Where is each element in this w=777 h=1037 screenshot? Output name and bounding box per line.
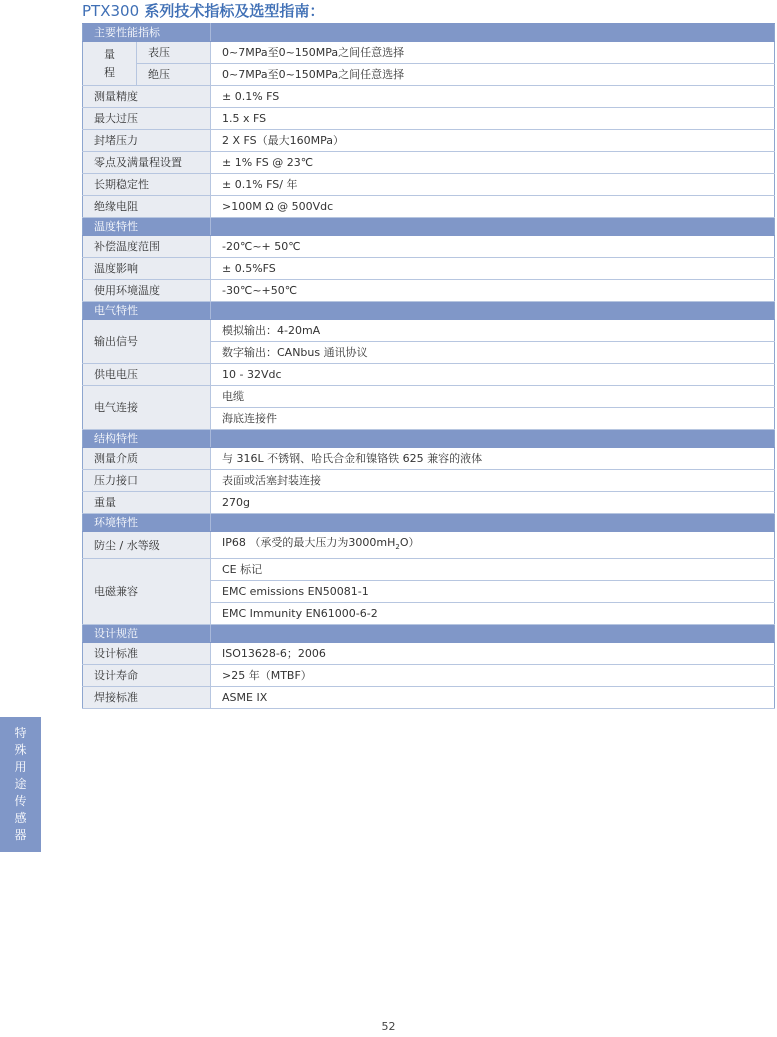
table-row bbox=[83, 130, 775, 152]
row-value: 与 316L 不锈钢、哈氏合金和镍铬铁 625 兼容的液体 bbox=[211, 448, 775, 470]
table-row bbox=[83, 236, 775, 258]
table-row bbox=[83, 152, 775, 174]
table-row bbox=[83, 258, 775, 280]
row-label: 压力接口 bbox=[83, 470, 211, 492]
row-label: 焊接标准 bbox=[83, 687, 211, 709]
table-row bbox=[83, 174, 775, 196]
connection-value: 电缆 bbox=[211, 386, 775, 408]
row-value: 1.5 x FS bbox=[211, 108, 775, 130]
emc-value: CE 标记 bbox=[211, 559, 775, 581]
output-label: 输出信号 bbox=[83, 320, 211, 364]
table-row bbox=[83, 196, 775, 218]
row-label: 设计寿命 bbox=[83, 665, 211, 687]
table-row bbox=[83, 64, 775, 86]
table-row bbox=[83, 364, 775, 386]
section-header bbox=[83, 218, 775, 236]
row-label: 测量介质 bbox=[83, 448, 211, 470]
row-label: 设计标准 bbox=[83, 643, 211, 665]
output-value: 模拟输出：4-20mA bbox=[211, 320, 775, 342]
spec-table bbox=[82, 23, 775, 709]
row-value: -20℃~+ 50℃ bbox=[211, 236, 775, 258]
page-number: 52 bbox=[381, 1020, 396, 1033]
table-row bbox=[83, 687, 775, 709]
gauge-value: 0~7MPa至0~150MPa之间任意选择 bbox=[211, 42, 775, 64]
abs-value: 0~7MPa至0~150MPa之间任意选择 bbox=[211, 64, 775, 86]
emc-value: EMC Immunity EN61000-6-2 bbox=[211, 603, 775, 625]
table-row bbox=[83, 643, 775, 665]
range-label: 量 程 bbox=[83, 42, 137, 86]
row-value: ± 0.5%FS bbox=[211, 258, 775, 280]
section-title: 电气特性 bbox=[83, 302, 211, 320]
table-row bbox=[83, 448, 775, 470]
row-label: 封堵压力 bbox=[83, 130, 211, 152]
gauge-label: 表压 bbox=[137, 42, 211, 64]
row-value: 270g bbox=[211, 492, 775, 514]
row-label: 测量精度 bbox=[83, 86, 211, 108]
emc-label: 电磁兼容 bbox=[83, 559, 211, 625]
table-row bbox=[83, 532, 775, 559]
row-label: 温度影响 bbox=[83, 258, 211, 280]
row-value: -30℃~+50℃ bbox=[211, 280, 775, 302]
ip-rating-label: 防尘 / 水等级 bbox=[83, 532, 211, 559]
table-row bbox=[83, 386, 775, 408]
section-header bbox=[83, 302, 775, 320]
table-row bbox=[83, 86, 775, 108]
table-row bbox=[83, 470, 775, 492]
connection-label: 电气连接 bbox=[83, 386, 211, 430]
row-label: 绝缘电阻 bbox=[83, 196, 211, 218]
table-row bbox=[83, 492, 775, 514]
row-label: 重量 bbox=[83, 492, 211, 514]
supply-value: 10 - 32Vdc bbox=[211, 364, 775, 386]
section-title: 温度特性 bbox=[83, 218, 211, 236]
ip-rating-value: IP68 （承受的最大压力为$3000mH_2O$） bbox=[211, 532, 775, 559]
table-row bbox=[83, 42, 775, 64]
row-label: 长期稳定性 bbox=[83, 174, 211, 196]
table-row bbox=[83, 280, 775, 302]
table-row bbox=[83, 108, 775, 130]
section-title: 环境特性 bbox=[83, 514, 211, 532]
row-label: 使用环境温度 bbox=[83, 280, 211, 302]
row-value: 2 X FS（最大160MPa） bbox=[211, 130, 775, 152]
row-value: >25 年（MTBF） bbox=[211, 665, 775, 687]
side-tab-special-sensors: 特 殊 用 途 传 感 器 bbox=[0, 717, 41, 852]
model-name: PTX300 bbox=[82, 2, 140, 20]
row-value: ± 1% FS @ 23℃ bbox=[211, 152, 775, 174]
row-value: ISO13628-6；2006 bbox=[211, 643, 775, 665]
row-label: 零点及满量程设置 bbox=[83, 152, 211, 174]
page-title bbox=[82, 0, 324, 22]
output-value: 数字输出：CANbus 通讯协议 bbox=[211, 342, 775, 364]
row-value: >100M Ω @ 500Vdc bbox=[211, 196, 775, 218]
section-header bbox=[83, 24, 775, 42]
emc-value: EMC emissions EN50081-1 bbox=[211, 581, 775, 603]
title-text: 系列技术指标及选型指南： bbox=[144, 2, 325, 20]
row-value: ± 0.1% FS bbox=[211, 86, 775, 108]
row-value: ASME IX bbox=[211, 687, 775, 709]
section-header bbox=[83, 430, 775, 448]
row-label: 最大过压 bbox=[83, 108, 211, 130]
row-value: 表面或活塞封装连接 bbox=[211, 470, 775, 492]
row-label: 补偿温度范围 bbox=[83, 236, 211, 258]
section-title: 设计规范 bbox=[83, 625, 211, 643]
abs-label: 绝压 bbox=[137, 64, 211, 86]
table-row bbox=[83, 559, 775, 581]
connection-value: 海底连接件 bbox=[211, 408, 775, 430]
section-title: 主要性能指标 bbox=[83, 24, 211, 42]
table-row bbox=[83, 665, 775, 687]
supply-label: 供电电压 bbox=[83, 364, 211, 386]
section-header bbox=[83, 625, 775, 643]
section-title: 结构特性 bbox=[83, 430, 211, 448]
section-header bbox=[83, 514, 775, 532]
table-row bbox=[83, 320, 775, 342]
row-value: ± 0.1% FS/ 年 bbox=[211, 174, 775, 196]
